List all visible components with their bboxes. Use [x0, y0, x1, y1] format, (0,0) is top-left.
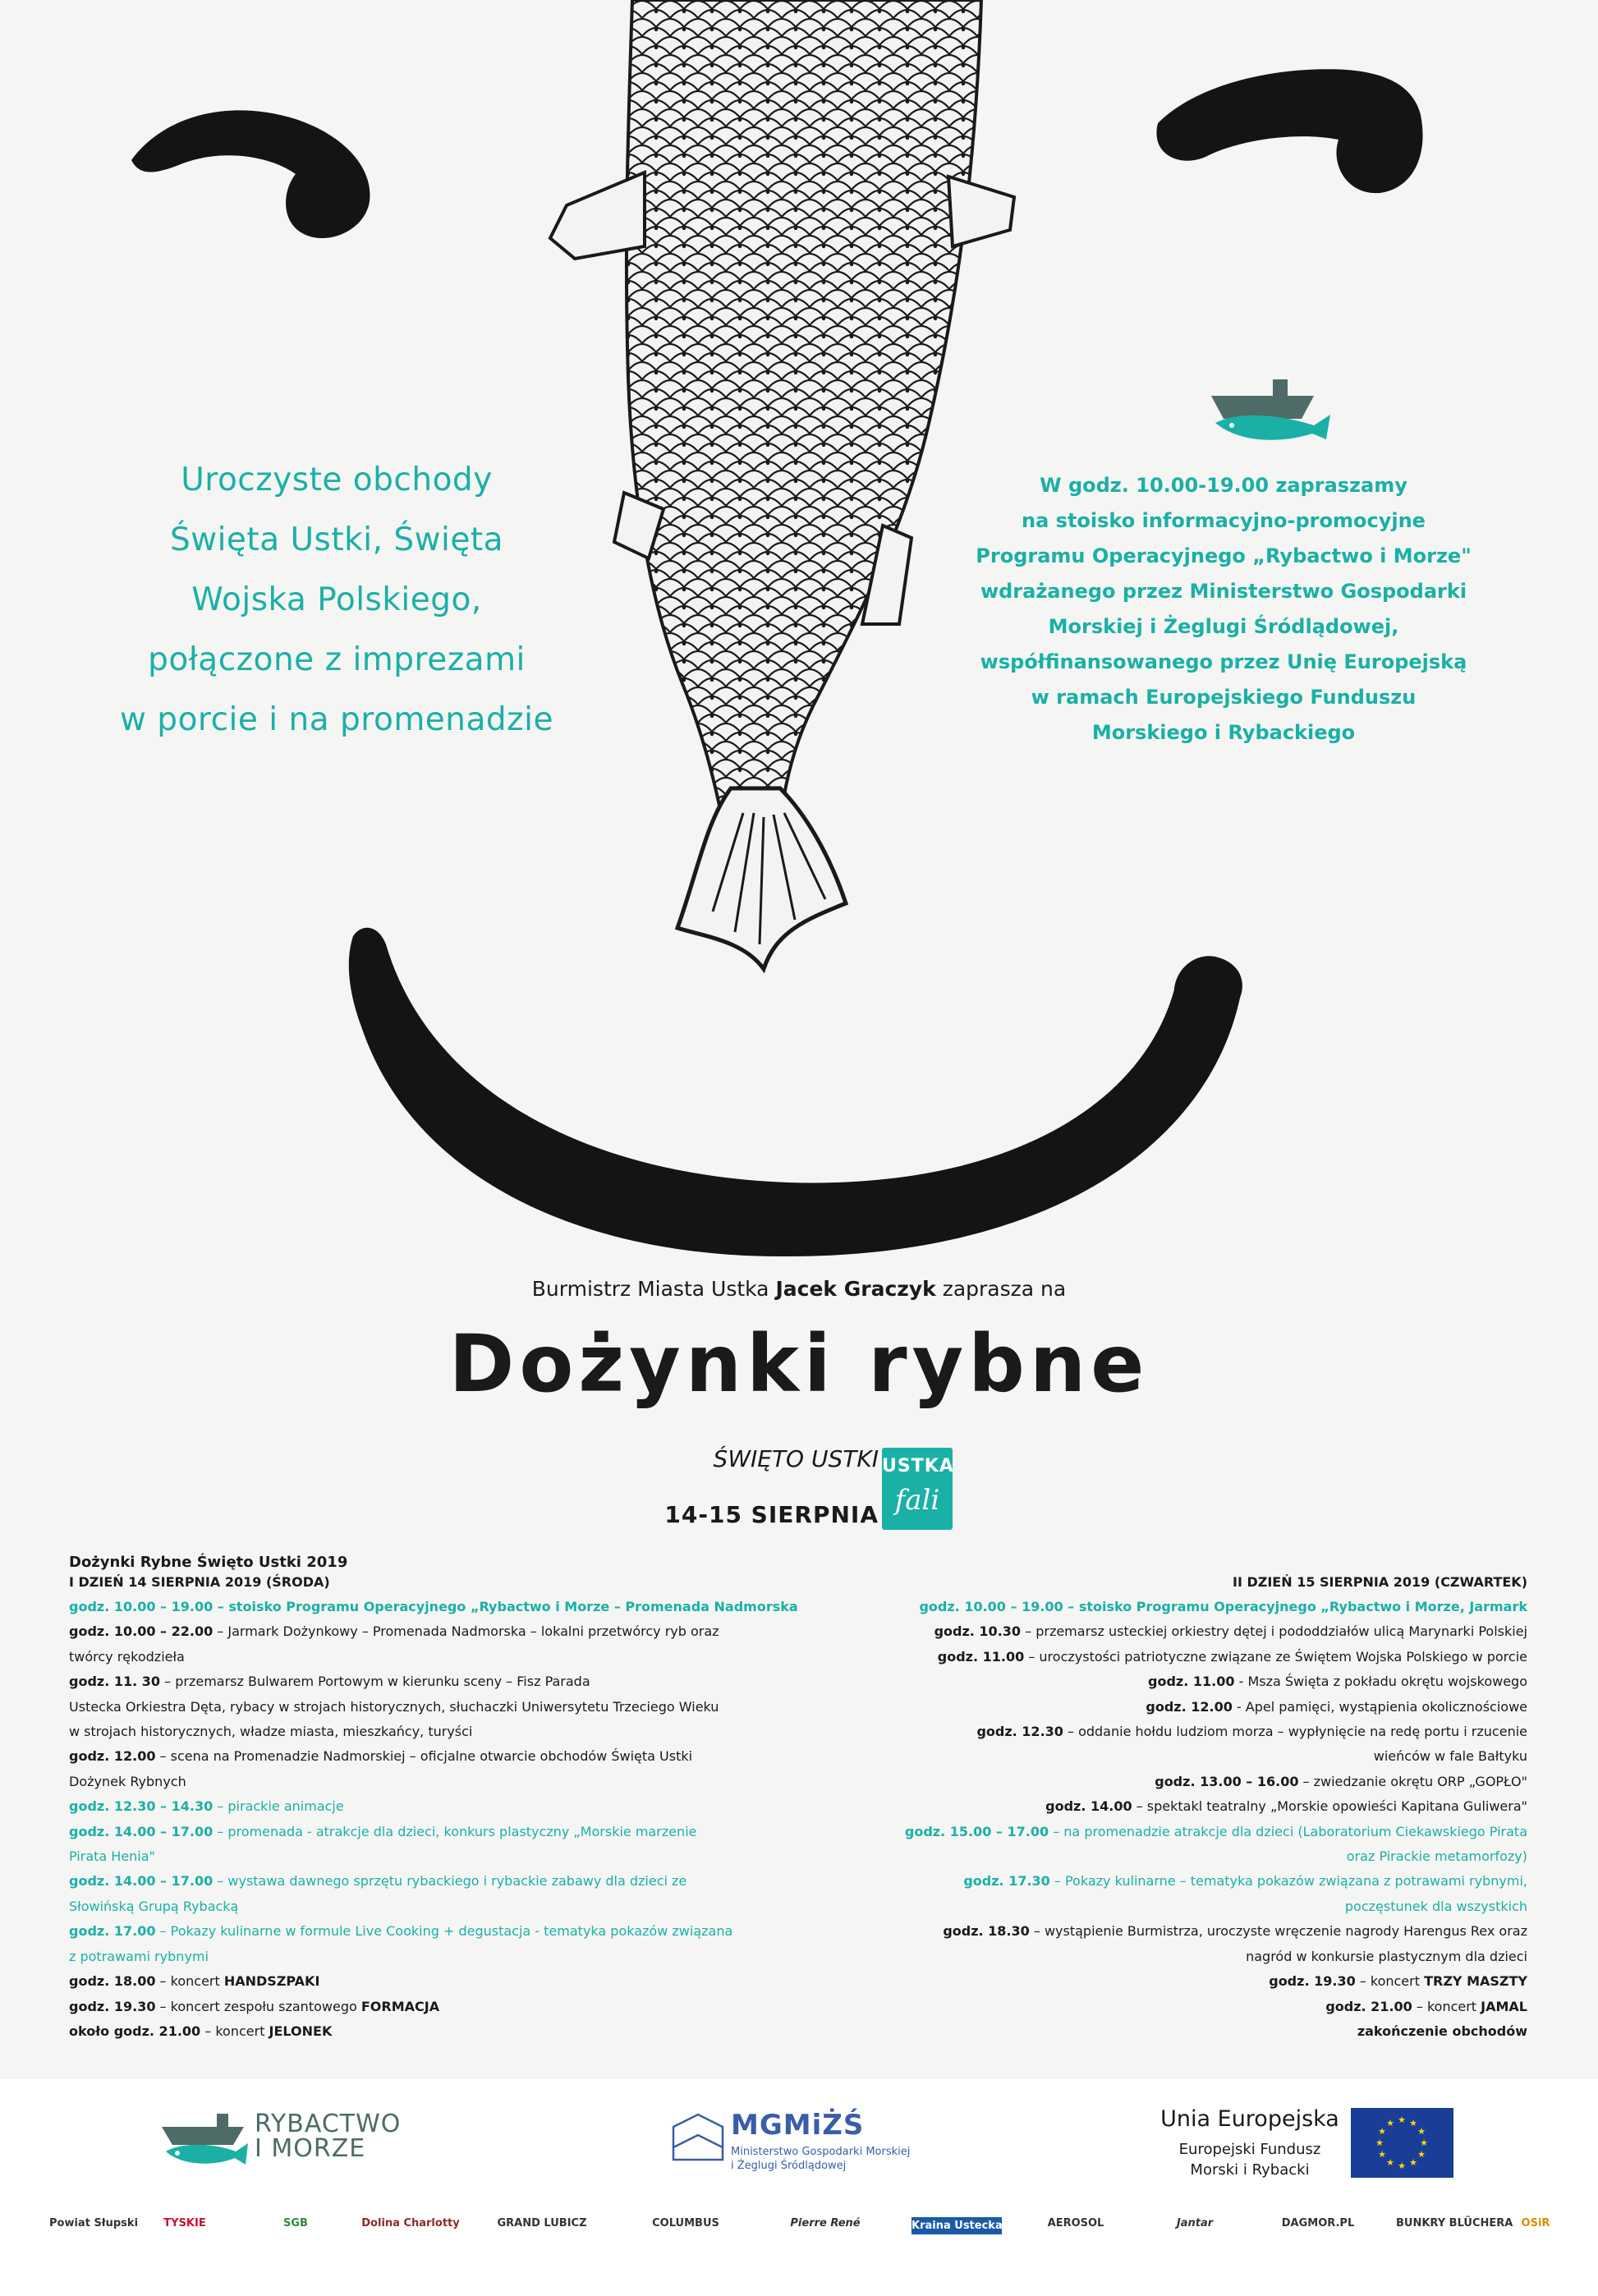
program-title: Dożynki Rybne Święto Ustki 2019: [69, 1554, 348, 1571]
rybactwo-logo-text: [255, 2112, 401, 2161]
schedule-time: godz. 10.00 – 19.00: [919, 1599, 1063, 1614]
schedule-line: [69, 1695, 808, 1720]
schedule-text: – koncert: [155, 1973, 224, 1990]
fish-fin-right: [948, 177, 1014, 246]
badge-bottom-text: fali: [894, 1484, 940, 1517]
schedule-text: – pirackie animacje: [213, 1798, 344, 1815]
schedule-line: [821, 1744, 1527, 1769]
schedule-highlight: FORMACJA: [360, 1998, 440, 2014]
schedule-text: – wystawa dawnego sprzętu rybackiego i rybackie zabawy dla dzieci ze: [213, 1873, 687, 1890]
schedule-time: godz. 12.30 – 14.30: [69, 1798, 214, 1815]
schedule-line: [69, 2019, 808, 2044]
sponsor-logo: Jantar: [1176, 2217, 1214, 2229]
schedule-line: [821, 1844, 1527, 1869]
schedule-line: [821, 1894, 1527, 1919]
schedule-time: godz. 21.00: [1325, 1998, 1412, 2014]
invite-after: zaprasza na: [942, 1277, 1067, 1301]
schedule-time: godz. 11. 30: [69, 1674, 161, 1690]
sponsor-logo: BUNKRY BLÜCHERA: [1396, 2217, 1513, 2229]
schedule-highlight: TRZY MASZTY: [1424, 1973, 1527, 1990]
schedule-line: [821, 1820, 1527, 1844]
day2-schedule: [821, 1595, 1527, 2044]
schedule-text: – Pokazy kulinarne w formule Live Cooking + degustacja - tematyka pokazów związana: [155, 1923, 733, 1940]
schedule-line: [69, 1619, 808, 1644]
schedule-line: [821, 1619, 1527, 1644]
svg-text:★: ★: [1386, 2157, 1394, 2168]
schedule-line: [69, 1894, 808, 1919]
schedule-time: godz. 10.00 – 22.00: [69, 1623, 214, 1640]
schedule-text: – koncert zespołu szantowego: [155, 1998, 361, 2014]
schedule-line: [821, 1595, 1527, 1619]
schedule-line: [821, 1645, 1527, 1669]
ministry-logo-subtitle: [731, 2145, 910, 2173]
intro-right-line: na stoisko informacyjno-promocyjne: [1022, 509, 1426, 532]
schedule-text: Pirata Henia": [69, 1848, 155, 1865]
eu-title: Unia Europejska: [1160, 2106, 1339, 2132]
schedule-text: – Jarmark Dożynkowy – Promenada Nadmorska – lokalni przetwórcy ryb oraz: [213, 1623, 719, 1640]
sponsor-logo: Powiat Słupski: [49, 2217, 139, 2229]
schedule-text: w strojach historycznych, władze miasta, mieszkańcy, turyści: [69, 1724, 473, 1740]
schedule-line: [69, 1869, 808, 1894]
right-eyebrow-brush: [1156, 69, 1422, 193]
schedule-highlight: HANDSZPAKI: [223, 1973, 320, 1990]
schedule-text: oraz Pirackie metamorfozy): [1346, 1848, 1527, 1865]
schedule-time: godz. 19.30: [1269, 1973, 1356, 1990]
schedule-text: – promenada - atrakcje dla dzieci, konkurs plastyczny „Morskie marzenie: [213, 1823, 697, 1839]
day1-schedule: [69, 1595, 808, 2044]
schedule-text: – uroczystości patriotyczne związane ze Świętem Wojska Polskiego w porcie: [1024, 1648, 1527, 1665]
ustka-fali-badge: [882, 1448, 953, 1530]
intro-right-line: Morskiej i Żeglugi Śródlądowej,: [1048, 615, 1399, 638]
schedule-time: godz. 11.00: [937, 1648, 1025, 1665]
schedule-text: nagród w konkursie plastycznym dla dzieci: [1246, 1948, 1527, 1964]
ministry-logo-title: MGMiŻŚ: [731, 2109, 865, 2142]
schedule-text: z potrawami rybnymi: [69, 1948, 209, 1964]
intro-right-text: [953, 468, 1495, 751]
schedule-text: – na promenadzie atrakcje dla dzieci (Laboratorium Ciekawskiego Pirata: [1049, 1823, 1527, 1839]
svg-text:★: ★: [1398, 2115, 1406, 2125]
sponsor-logo: SGB: [283, 2217, 308, 2229]
schedule-line: [69, 1744, 808, 1769]
schedule-time: godz. 18.00: [69, 1973, 156, 1990]
svg-text:★: ★: [1417, 2149, 1426, 2160]
invite-line: [0, 1277, 1598, 1301]
schedule-text: – Pokazy kulinarne – tematyka pokazów związana z potrawami rybnymi,: [1049, 1873, 1527, 1890]
svg-text:★: ★: [1409, 2157, 1417, 2168]
schedule-line: [69, 1945, 808, 1969]
svg-text:★: ★: [1398, 2161, 1406, 2171]
badge-top-text: USTKA: [882, 1456, 954, 1476]
eu-line1: Europejski Fundusz: [1178, 2141, 1321, 2158]
schedule-text: – zwiedzanie okrętu ORP „GOPŁO": [1298, 1773, 1527, 1789]
schedule-line: [821, 1995, 1527, 2019]
schedule-highlight: JELONEK: [269, 2023, 333, 2039]
schedule-time: około godz. 21.00: [69, 2023, 201, 2039]
rim-line2: I MORZE: [255, 2134, 366, 2163]
day2-heading: II DZIEŃ 15 SIERPNIA 2019 (CZWARTEK): [1232, 1574, 1527, 1590]
schedule-text: wieńców w fale Bałtyku: [1373, 1748, 1527, 1765]
schedule-time: godz. 12.30: [976, 1724, 1063, 1740]
schedule-highlight: JAMAL: [1481, 1998, 1527, 2014]
schedule-line: [69, 1720, 808, 1744]
schedule-text: poczęstunek dla wszystkich: [1344, 1898, 1527, 1914]
schedule-line: [821, 1695, 1527, 1720]
schedule-line: [821, 1945, 1527, 1969]
intro-right-line: Morskiego i Rybackiego: [1091, 721, 1356, 744]
sponsor-logo: Dolina Charlotty: [361, 2217, 460, 2229]
intro-left-line: połączone z imprezami: [148, 641, 526, 678]
subtitle: ŚWIĘTO USTKI: [713, 1445, 879, 1472]
ministry-emblem-icon: [669, 2110, 727, 2168]
svg-text:★: ★: [1375, 2138, 1384, 2148]
schedule-text: – wystąpienie Burmistrza, uroczyste wręczenie nagrody Harengus Rex oraz: [1029, 1923, 1527, 1940]
schedule-text: – stoisko Programu Operacyjnego „Rybactwo i Morze, Jarmark: [1063, 1599, 1527, 1614]
eu-flag-icon: [1351, 2108, 1453, 2178]
svg-text:★: ★: [1386, 2118, 1394, 2128]
schedule-text: – przemarsz usteckiej orkiestry dętej i pododdziałów ulicą Marynarki Polskiej: [1021, 1623, 1527, 1640]
schedule-line: [821, 1969, 1527, 1994]
schedule-line: [69, 1844, 808, 1869]
schedule-text: – oddanie hołdu ludziom morza – wypłynięcie na redę portu i rzucenie: [1063, 1724, 1527, 1740]
smile-brush: [349, 928, 1242, 1256]
schedule-line: [69, 1595, 808, 1619]
invite-name: Jacek Graczyk: [775, 1277, 936, 1301]
sponsor-logo: AEROSOL: [1047, 2217, 1104, 2229]
intro-left-line: Święta Ustki, Święta: [169, 521, 504, 558]
sponsor-logo: OSiR: [1521, 2217, 1550, 2229]
schedule-text: – scena na Promenadzie Nadmorskiej – oficjalne otwarcie obchodów Święta Ustki: [155, 1748, 693, 1765]
intro-right-line: Programu Operacyjnego „Rybactwo i Morze": [976, 544, 1472, 567]
day1-heading: I DZIEŃ 14 SIERPNIA 2019 (ŚRODA): [69, 1574, 330, 1590]
sponsor-logo: Pierre René: [790, 2217, 861, 2229]
schedule-text: – stoisko Programu Operacyjnego „Rybactwo i Morze – Promenada Nadmorska: [213, 1599, 798, 1614]
event-dates: 14-15 SIERPNIA: [664, 1501, 879, 1528]
intro-left-line: w porcie i na promenadzie: [120, 701, 553, 738]
schedule-time: godz. 14.00 – 17.00: [69, 1823, 214, 1839]
schedule-text: - Msza Święta z pokładu okrętu wojskowego: [1234, 1674, 1527, 1690]
schedule-text: – przemarsz Bulwarem Portowym w kierunku sceny – Fisz Parada: [160, 1674, 590, 1690]
schedule-text: Dożynek Rybnych: [69, 1773, 186, 1789]
left-eyebrow-brush: [131, 110, 370, 238]
schedule-time: godz. 10.30: [934, 1623, 1022, 1640]
schedule-time: godz. 11.00: [1148, 1674, 1235, 1690]
schedule-time: godz. 14.00: [1045, 1798, 1132, 1815]
svg-text:★: ★: [1409, 2118, 1417, 2128]
schedule-line: [821, 1669, 1527, 1694]
schedule-line: [69, 1645, 808, 1669]
intro-left-line: Uroczyste obchody: [181, 461, 493, 498]
schedule-line: [69, 1995, 808, 2019]
schedule-line: [69, 1919, 808, 1944]
svg-text:★: ★: [1417, 2126, 1426, 2137]
schedule-time: godz. 12.00: [69, 1748, 156, 1765]
eu-subtitle: [1151, 2139, 1348, 2180]
schedule-line: [69, 1770, 808, 1794]
schedule-text: Słowińską Grupą Rybacką: [69, 1898, 239, 1914]
svg-text:★: ★: [1420, 2138, 1428, 2148]
intro-left-line: Wojska Polskiego,: [191, 581, 482, 618]
rim-line1: RYBACTWO: [255, 2110, 402, 2138]
schedule-text: – koncert: [1412, 1998, 1481, 2014]
schedule-time: godz. 17.00: [69, 1923, 156, 1940]
schedule-line: [821, 1720, 1527, 1744]
schedule-time: godz. 18.30: [943, 1923, 1030, 1940]
intro-right-line: wdrażanego przez Ministerstwo Gospodarki: [980, 580, 1467, 603]
schedule-line: [821, 2019, 1527, 2044]
fish-body-illustration: [627, 0, 981, 821]
sponsor-logo: GRAND LUBICZ: [497, 2217, 587, 2229]
sponsor-logo: Kraina Ustecka: [912, 2217, 1002, 2234]
svg-text:★: ★: [1378, 2126, 1386, 2137]
schedule-text: Ustecka Orkiestra Dęta, rybacy w strojach historycznych, słuchaczki Uniwersytetu Trzeciego Wieku: [69, 1698, 719, 1715]
schedule-time: godz. 13.00 – 16.00: [1155, 1773, 1299, 1789]
rybactwo-logo-icon: [158, 2110, 252, 2168]
schedule-time: godz. 19.30: [69, 1998, 156, 2014]
fish-fin-left: [550, 172, 645, 259]
intro-left-text: [99, 450, 575, 750]
schedule-text: twórcy rękodzieła: [69, 1648, 185, 1665]
schedule-line: [821, 1919, 1527, 1944]
schedule-time: godz. 17.30: [963, 1873, 1050, 1890]
schedule-time: godz. 12.00: [1146, 1698, 1233, 1715]
schedule-text: – koncert: [200, 2023, 269, 2039]
intro-right-line: współfinansowanego przez Unię Europejską: [980, 650, 1467, 673]
schedule-text: – spektakl teatralny „Morskie opowieści Kapitana Guliwera": [1132, 1798, 1527, 1815]
rybactwo-fish-boat-icon: [1211, 379, 1330, 440]
schedule-line: [69, 1794, 808, 1819]
schedule-text: – koncert: [1355, 1973, 1425, 1990]
schedule-time: godz. 14.00 – 17.00: [69, 1873, 214, 1890]
schedule-time: godz. 15.00 – 17.00: [904, 1823, 1049, 1839]
ministry-line2: i Żeglugi Śródlądowej: [731, 2160, 847, 2172]
svg-text:★: ★: [1378, 2149, 1386, 2160]
schedule-line: [69, 1820, 808, 1844]
schedule-line: [69, 1969, 808, 1994]
schedule-text: - Apel pamięci, wystąpienia okolicznościowe: [1232, 1698, 1527, 1715]
schedule-line: [69, 1669, 808, 1694]
sponsor-logo: TYSKIE: [163, 2217, 206, 2229]
schedule-line: [821, 1794, 1527, 1819]
intro-right-line: W godz. 10.00-19.00 zapraszamy: [1040, 474, 1407, 497]
page-title: Dożynki rybne: [448, 1318, 1150, 1410]
invite-before: Burmistrz Miasta Ustka: [531, 1277, 769, 1301]
schedule-time: godz. 10.00 – 19.00: [69, 1599, 214, 1614]
sponsor-logo: DAGMOR.PL: [1281, 2217, 1355, 2229]
schedule-line: [821, 1869, 1527, 1894]
schedule-line: [821, 1770, 1527, 1794]
intro-right-line: w ramach Europejskiego Funduszu: [1031, 686, 1417, 709]
eu-line2: Morski i Rybacki: [1190, 2161, 1310, 2179]
ministry-line1: Ministerstwo Gospodarki Morskiej: [731, 2146, 911, 2158]
schedule-highlight: zakończenie obchodów: [1357, 2023, 1527, 2039]
sponsor-logo: COLUMBUS: [652, 2217, 719, 2229]
